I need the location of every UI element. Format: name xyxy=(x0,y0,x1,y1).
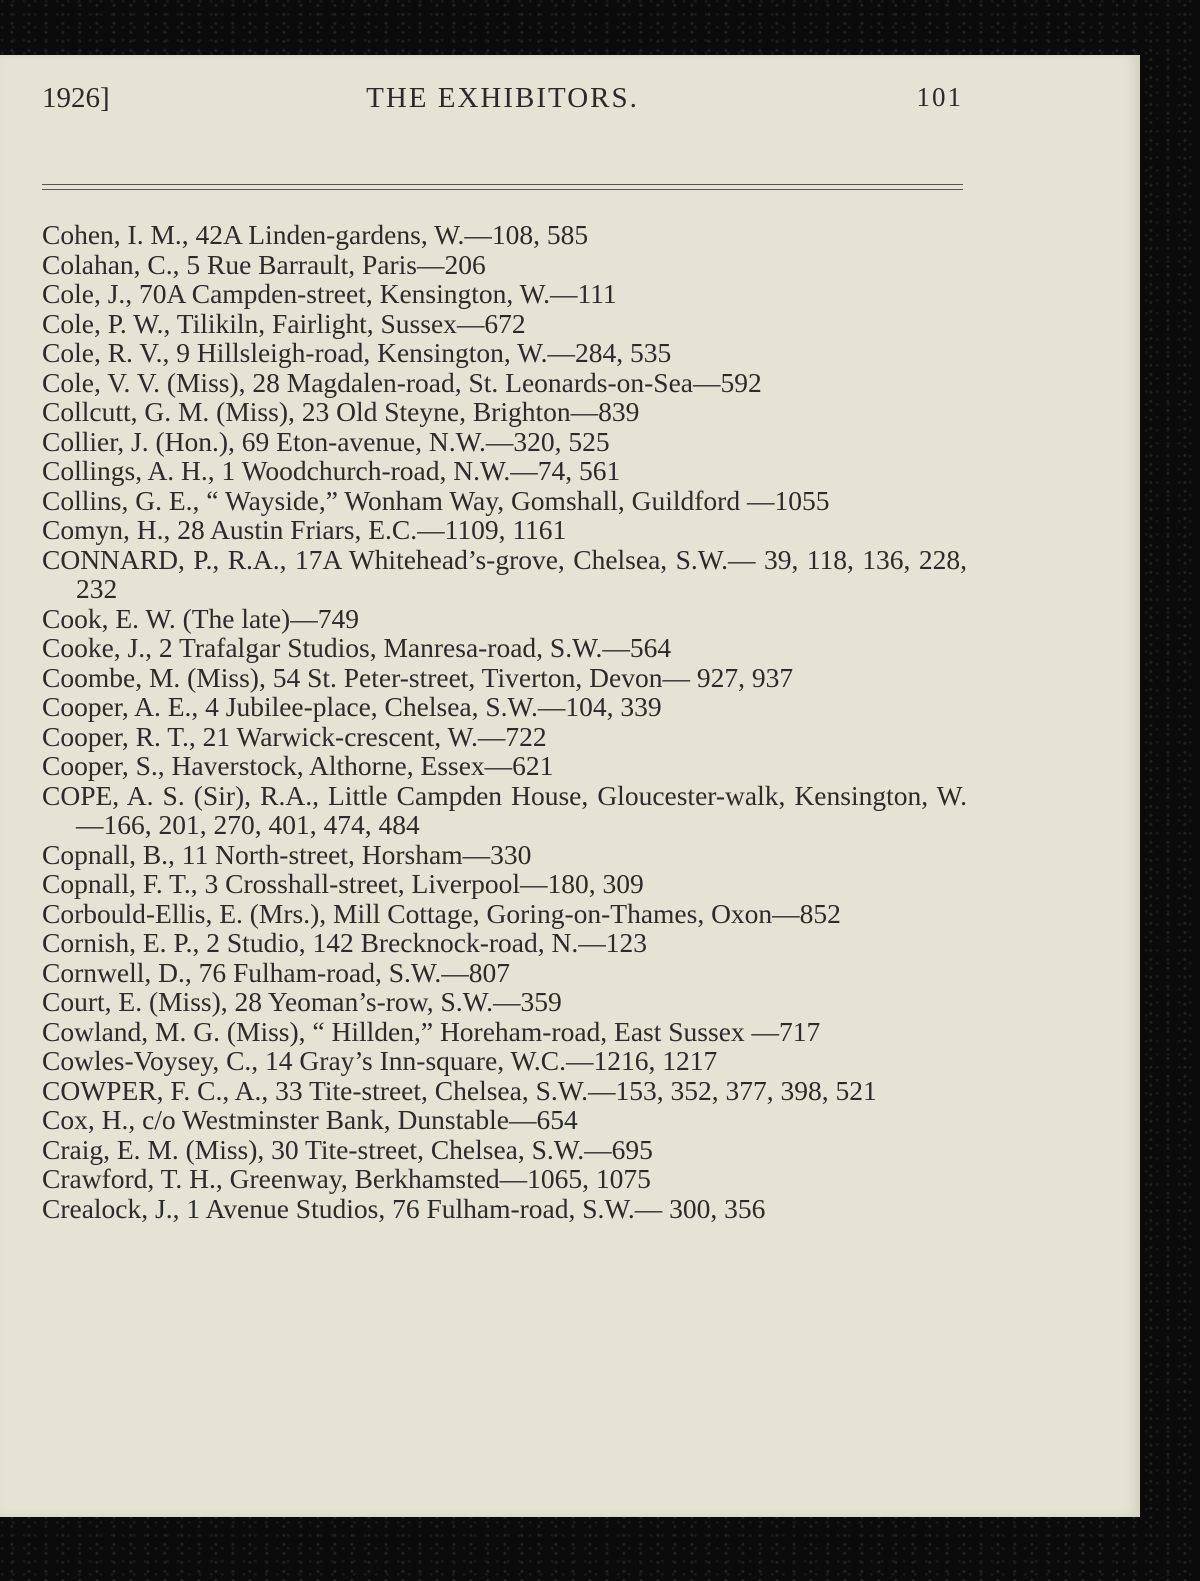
running-header xyxy=(42,82,963,122)
exhibitor-entry: Cole, J., 70A Campden-street, Kensington, W.—111 xyxy=(42,278,617,309)
exhibitor-entry: Court, E. (Miss), 28 Yeoman’s-row, S.W.—359 xyxy=(42,986,562,1017)
exhibitor-entry: CONNARD, P., R.A., 17A Whitehead’s-grove, Chelsea, S.W.— 39, 118, 136, 228, 232 xyxy=(42,543,967,604)
exhibitor-entry: Crealock, J., 1 Avenue Studios, 76 Fulham-road, S.W.— 300, 356 xyxy=(42,1192,766,1224)
exhibitor-entry: Cornish, E. P., 2 Studio, 142 Brecknock-road, N.—123 xyxy=(42,927,647,958)
exhibitor-entry: Copnall, F. T., 3 Crosshall-street, Liverpool—180, 309 xyxy=(42,868,644,899)
exhibitor-entry: Cooper, S., Haverstock, Althorne, Essex—621 xyxy=(42,750,554,781)
header-rule-bottom xyxy=(42,189,963,190)
exhibitor-entry: Collcutt, G. M. (Miss), 23 Old Steyne, Brighton—839 xyxy=(42,396,640,427)
exhibitor-entry: Cooper, R. T., 21 Warwick-crescent, W.—722 xyxy=(42,720,547,752)
exhibitor-entry: Comyn, H., 28 Austin Friars, E.C.—1109, 1161 xyxy=(42,514,567,545)
exhibitor-entry: Cole, P. W., Tilikiln, Fairlight, Sussex—672 xyxy=(42,307,526,339)
exhibitor-entry: COWPER, F. C., A., 33 Tite-street, Chelsea, S.W.—153, 352, 377, 398, 521 xyxy=(42,1074,877,1106)
exhibitor-entry: Coombe, M. (Miss), 54 St. Peter-street, Tiverton, Devon— 927, 937 xyxy=(42,661,794,693)
exhibitor-entry: Cowland, M. G. (Miss), “ Hillden,” Horeham-road, East Sussex —717 xyxy=(42,1015,821,1047)
exhibitor-entry: Collings, A. H., 1 Woodchurch-road, N.W.—74, 561 xyxy=(42,455,621,486)
exhibitor-entry: Cooper, A. E., 4 Jubilee-place, Chelsea, S.W.—104, 339 xyxy=(42,691,662,722)
header-rule-top xyxy=(42,184,963,185)
exhibitor-entry: Cole, R. V., 9 Hillsleigh-road, Kensington, W.—284, 535 xyxy=(42,337,672,368)
exhibitor-entry: Cooke, J., 2 Trafalgar Studios, Manresa-road, S.W.—564 xyxy=(42,632,672,663)
page-number: 101 xyxy=(916,82,963,112)
exhibitor-entry: Colahan, C., 5 Rue Barrault, Paris—206 xyxy=(42,248,486,280)
page-title: THE EXHIBITORS. xyxy=(366,82,639,114)
exhibitor-entry: Craig, E. M. (Miss), 30 Tite-street, Chelsea, S.W.—695 xyxy=(42,1133,653,1165)
exhibitor-entry: Cole, V. V. (Miss), 28 Magdalen-road, St. Leonards-on-Sea—592 xyxy=(42,366,762,398)
exhibitor-entry: Collins, G. E., “ Wayside,” Wonham Way, Gomshall, Guildford —1055 xyxy=(42,484,830,516)
exhibitor-entry: COPE, A. S. (Sir), R.A., Little Campden House, Gloucester-walk, Kensington, W.—166, 201, 270, 401, 474, 484 xyxy=(42,779,967,840)
exhibitor-entry: Cox, H., c/o Westminster Bank, Dunstable—654 xyxy=(42,1104,578,1135)
exhibitor-entry: Copnall, B., 11 North-street, Horsham—330 xyxy=(42,838,532,870)
exhibitor-entry: Cook, E. W. (The late)—749 xyxy=(42,602,359,634)
exhibitor-list xyxy=(42,220,967,1223)
exhibitor-entry: Cornwell, D., 76 Fulham-road, S.W.—807 xyxy=(42,956,510,988)
exhibitor-entry: Cowles-Voysey, C., 14 Gray’s Inn-square, W.C.—1216, 1217 xyxy=(42,1045,718,1076)
header-year: 1926] xyxy=(42,82,110,114)
exhibitor-entry: Cohen, I. M., 42A Linden-gardens, W.—108, 585 xyxy=(42,219,589,250)
exhibitor-entry: Corbould-Ellis, E. (Mrs.), Mill Cottage, Goring-on-Thames, Oxon—852 xyxy=(42,897,841,929)
exhibitor-entry: Collier, J. (Hon.), 69 Eton-avenue, N.W.—320, 525 xyxy=(42,425,610,457)
exhibitor-entry: Crawford, T. H., Greenway, Berkhamsted—1065, 1075 xyxy=(42,1163,651,1194)
